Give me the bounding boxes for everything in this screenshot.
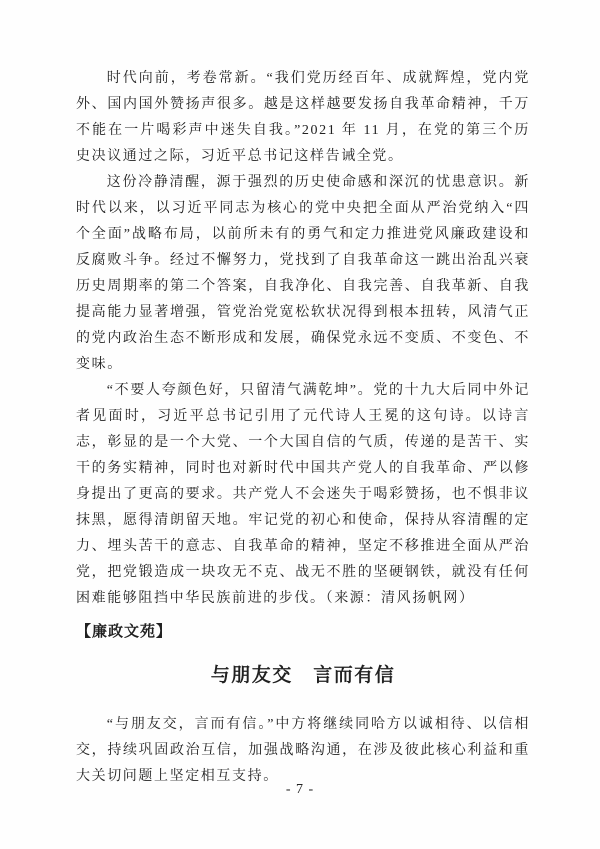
paragraph: 时代向前，考卷常新。“我们党历经百年、成就辉煌，党内党外、国内国外赞扬声很多。越是这样越要发扬自我革命精神，千万不能在一片喝彩声中迷失自我。”2021 年 11 月，在党的第三个历史决议通过之际，习近平总书记这样告诫全党。: [76, 71, 530, 164]
paragraph: 这份冷静清醒，源于强烈的历史使命感和深沉的忧患意识。新时代以来，以习近平同志为核心的党中央把全面从严治党纳入“四个全面”战略布局，以前所未有的勇气和定力推进党风廉政建设和反腐败斗争。经过不懈努力，党找到了自我革命这一跳出治乱兴衰历史周期率的第二个答案，自我净化、自我完善、自我革新、自我提高能力显著增强，管党治党宽松软状况得到根本扭转，风清气正的党内政治生态不断形成和发展，确保党永远不变质、不变色、不变味。: [76, 175, 530, 372]
page-number: - 7 -: [285, 782, 315, 797]
paragraph: “不要人夸颜色好，只留清气满乾坤”。党的十九大后同中外记者见面时，习近平总书记引用了元代诗人王冕的这句诗。以诗言志，彰显的是一个大党、一个大国自信的气质，传递的是苦干、实干的务实精神，同时也对新时代中国共产党人的自我革命、严以修身提出了更高的要求。共产党人不会迷失于喝彩赞扬，也不惧非议抹黑，愿得清朗留天地。牢记党的初心和使命，保持从容清醒的定力、埋头苦干的意志、自我革命的精神，坚定不移推进全面从严治党，把党锻造成一块攻无不克、战无不胜的坚硬钢铁，就没有任何困难能够阻挡中华民族前进的步伐。（来源：清风扬帆网）: [76, 383, 530, 606]
article-body: [76, 66, 530, 612]
article-body: [76, 712, 530, 790]
article-title: 与朋友交 言而有信: [210, 665, 396, 686]
section-header: 【廉政文苑】: [76, 624, 173, 640]
paragraph: “与朋友交，言而有信。”中方将继续同哈方以诚相待、以信相交，持续巩固政治互信，加强战略沟通，在涉及彼此核心利益和重大关切问题上坚定相互支持。: [76, 717, 530, 784]
